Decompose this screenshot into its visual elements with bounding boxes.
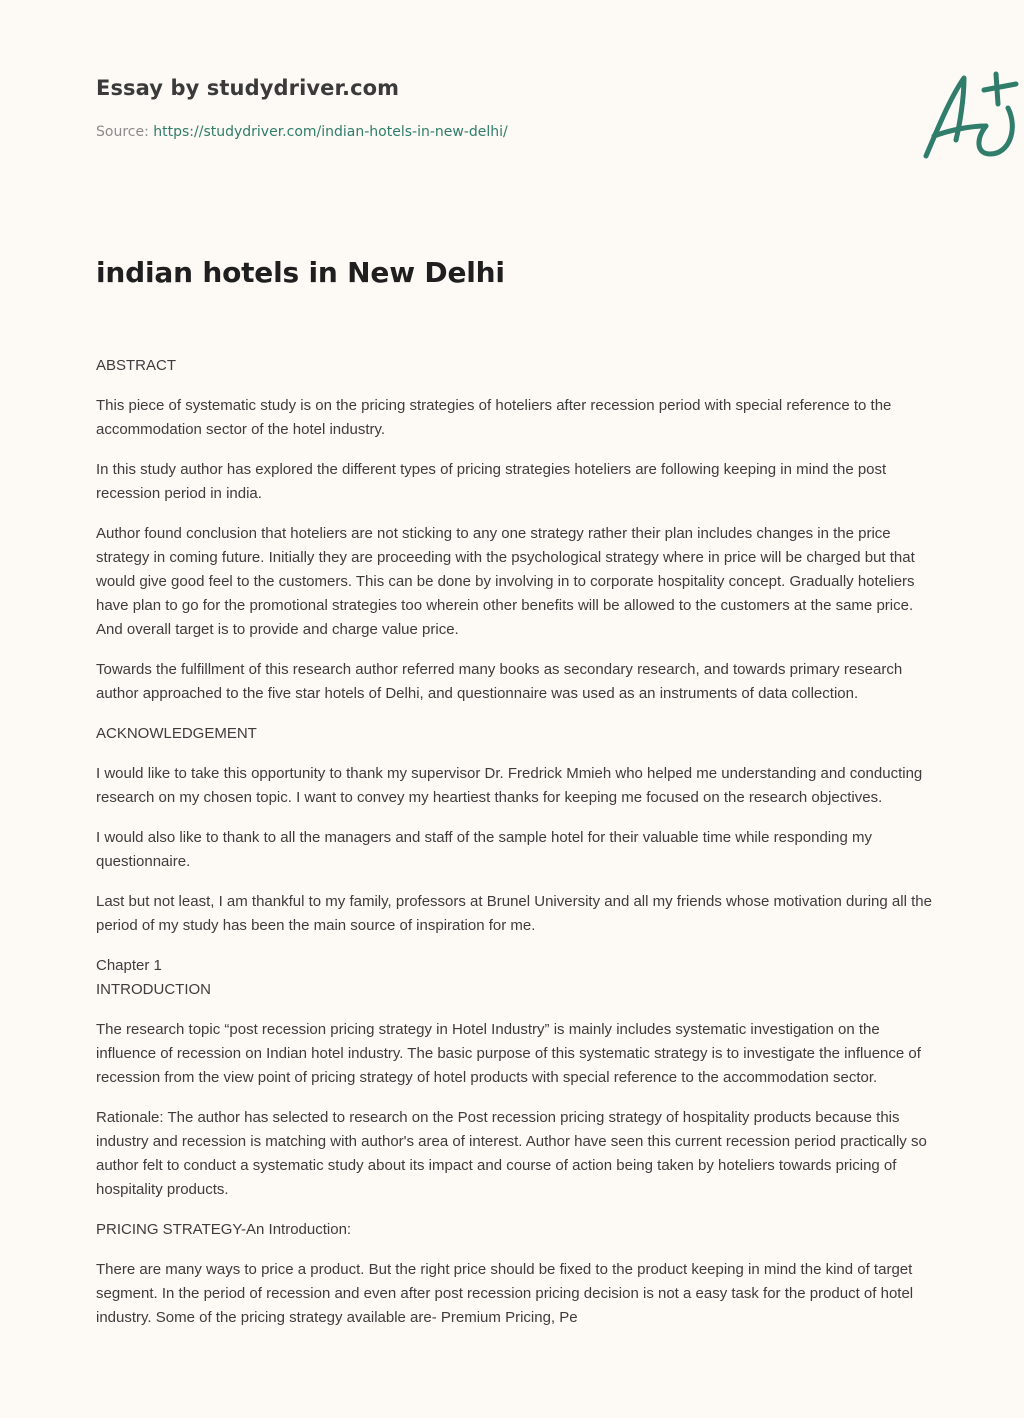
acknowledgement-paragraph: I would also like to thank to all the managers and staff of the sample hotel for their valuable time while responding my questionnaire. [96, 829, 872, 870]
source-label: Source: [96, 124, 154, 140]
acknowledgement-paragraph: Last but not least, I am thankful to my family, professors at Brunel University and all my friends whose motivation during all the period of my study has been the main source of inspiration for me. [96, 893, 932, 934]
document-body [96, 354, 936, 1346]
pricing-strategy-heading: PRICING STRATEGY-An Introduction: [96, 1221, 352, 1238]
abstract-paragraph: In this study author has explored the different types of pricing strategies hoteliers are following keeping in mind the post recession period in india. [96, 461, 887, 502]
document-title: indian hotels in New Delhi [96, 256, 505, 289]
pricing-strategy-paragraph: There are many ways to price a product. But the right price should be fixed to the product keeping in mind the kind of target segment. In the period of recession and even after post recession pricing decision is not a easy task for the product of hotel industry. Some of the pricing strategy available are- Premium Pricing, Pe [96, 1261, 914, 1326]
acknowledgement-paragraph: I would like to take this opportunity to thank my supervisor Dr. Fredrick Mmieh who helped me understanding and conducting research on my chosen topic. I want to convey my heartiest thanks for keeping me focused on the research objectives. [96, 765, 923, 806]
chapter-label: Chapter 1 [96, 957, 162, 974]
abstract-paragraph: Author found conclusion that hoteliers are not sticking to any one strategy rather their plan includes changes in the price strategy in coming future. Initially they are proceeding with the psychological strategy where in price will be charged but that would give good feel to the customers. This can be done by involving in to corporate hospitality concept. Gradually hoteliers have plan to go for the promotional strategies too wherein other benefits will be allowed to the customers at the same price. And overall target is to provide and charge value price. [96, 525, 915, 638]
chapter-heading [96, 954, 936, 1002]
a-plus-grade-icon [920, 68, 1024, 164]
source-link[interactable]: https://studydriver.com/indian-hotels-in-new-delhi/ [153, 124, 508, 140]
abstract-paragraph: This piece of systematic study is on the pricing strategies of hoteliers after recession period with special reference to the accommodation sector of the hotel industry. [96, 397, 892, 438]
introduction-heading: INTRODUCTION [96, 981, 211, 998]
source-line [96, 124, 508, 140]
rationale-paragraph: Rationale: The author has selected to research on the Post recession pricing strategy of hospitality products because this industry and recession is matching with author's area of interest. Author have seen this current recession period practically so author felt to conduct a systematic study about its impact and course of action being taken by hoteliers towards pricing of hospitality products. [96, 1109, 927, 1198]
site-title: Essay by studydriver.com [96, 76, 400, 100]
acknowledgement-heading: ACKNOWLEDGEMENT [96, 725, 257, 742]
abstract-heading: ABSTRACT [96, 357, 177, 374]
abstract-paragraph: Towards the fulfillment of this research author referred many books as secondary research, and towards primary research author approached to the five star hotels of Delhi, and questionnaire was used as an instruments of data collection. [96, 661, 903, 702]
introduction-paragraph: The research topic “post recession pricing strategy in Hotel Industry” is mainly includes systematic investigation on the influence of recession on Indian hotel industry. The basic purpose of this systematic strategy is to investigate the influence of recession from the view point of pricing strategy of hotel products with special reference to the accommodation sector. [96, 1021, 921, 1086]
